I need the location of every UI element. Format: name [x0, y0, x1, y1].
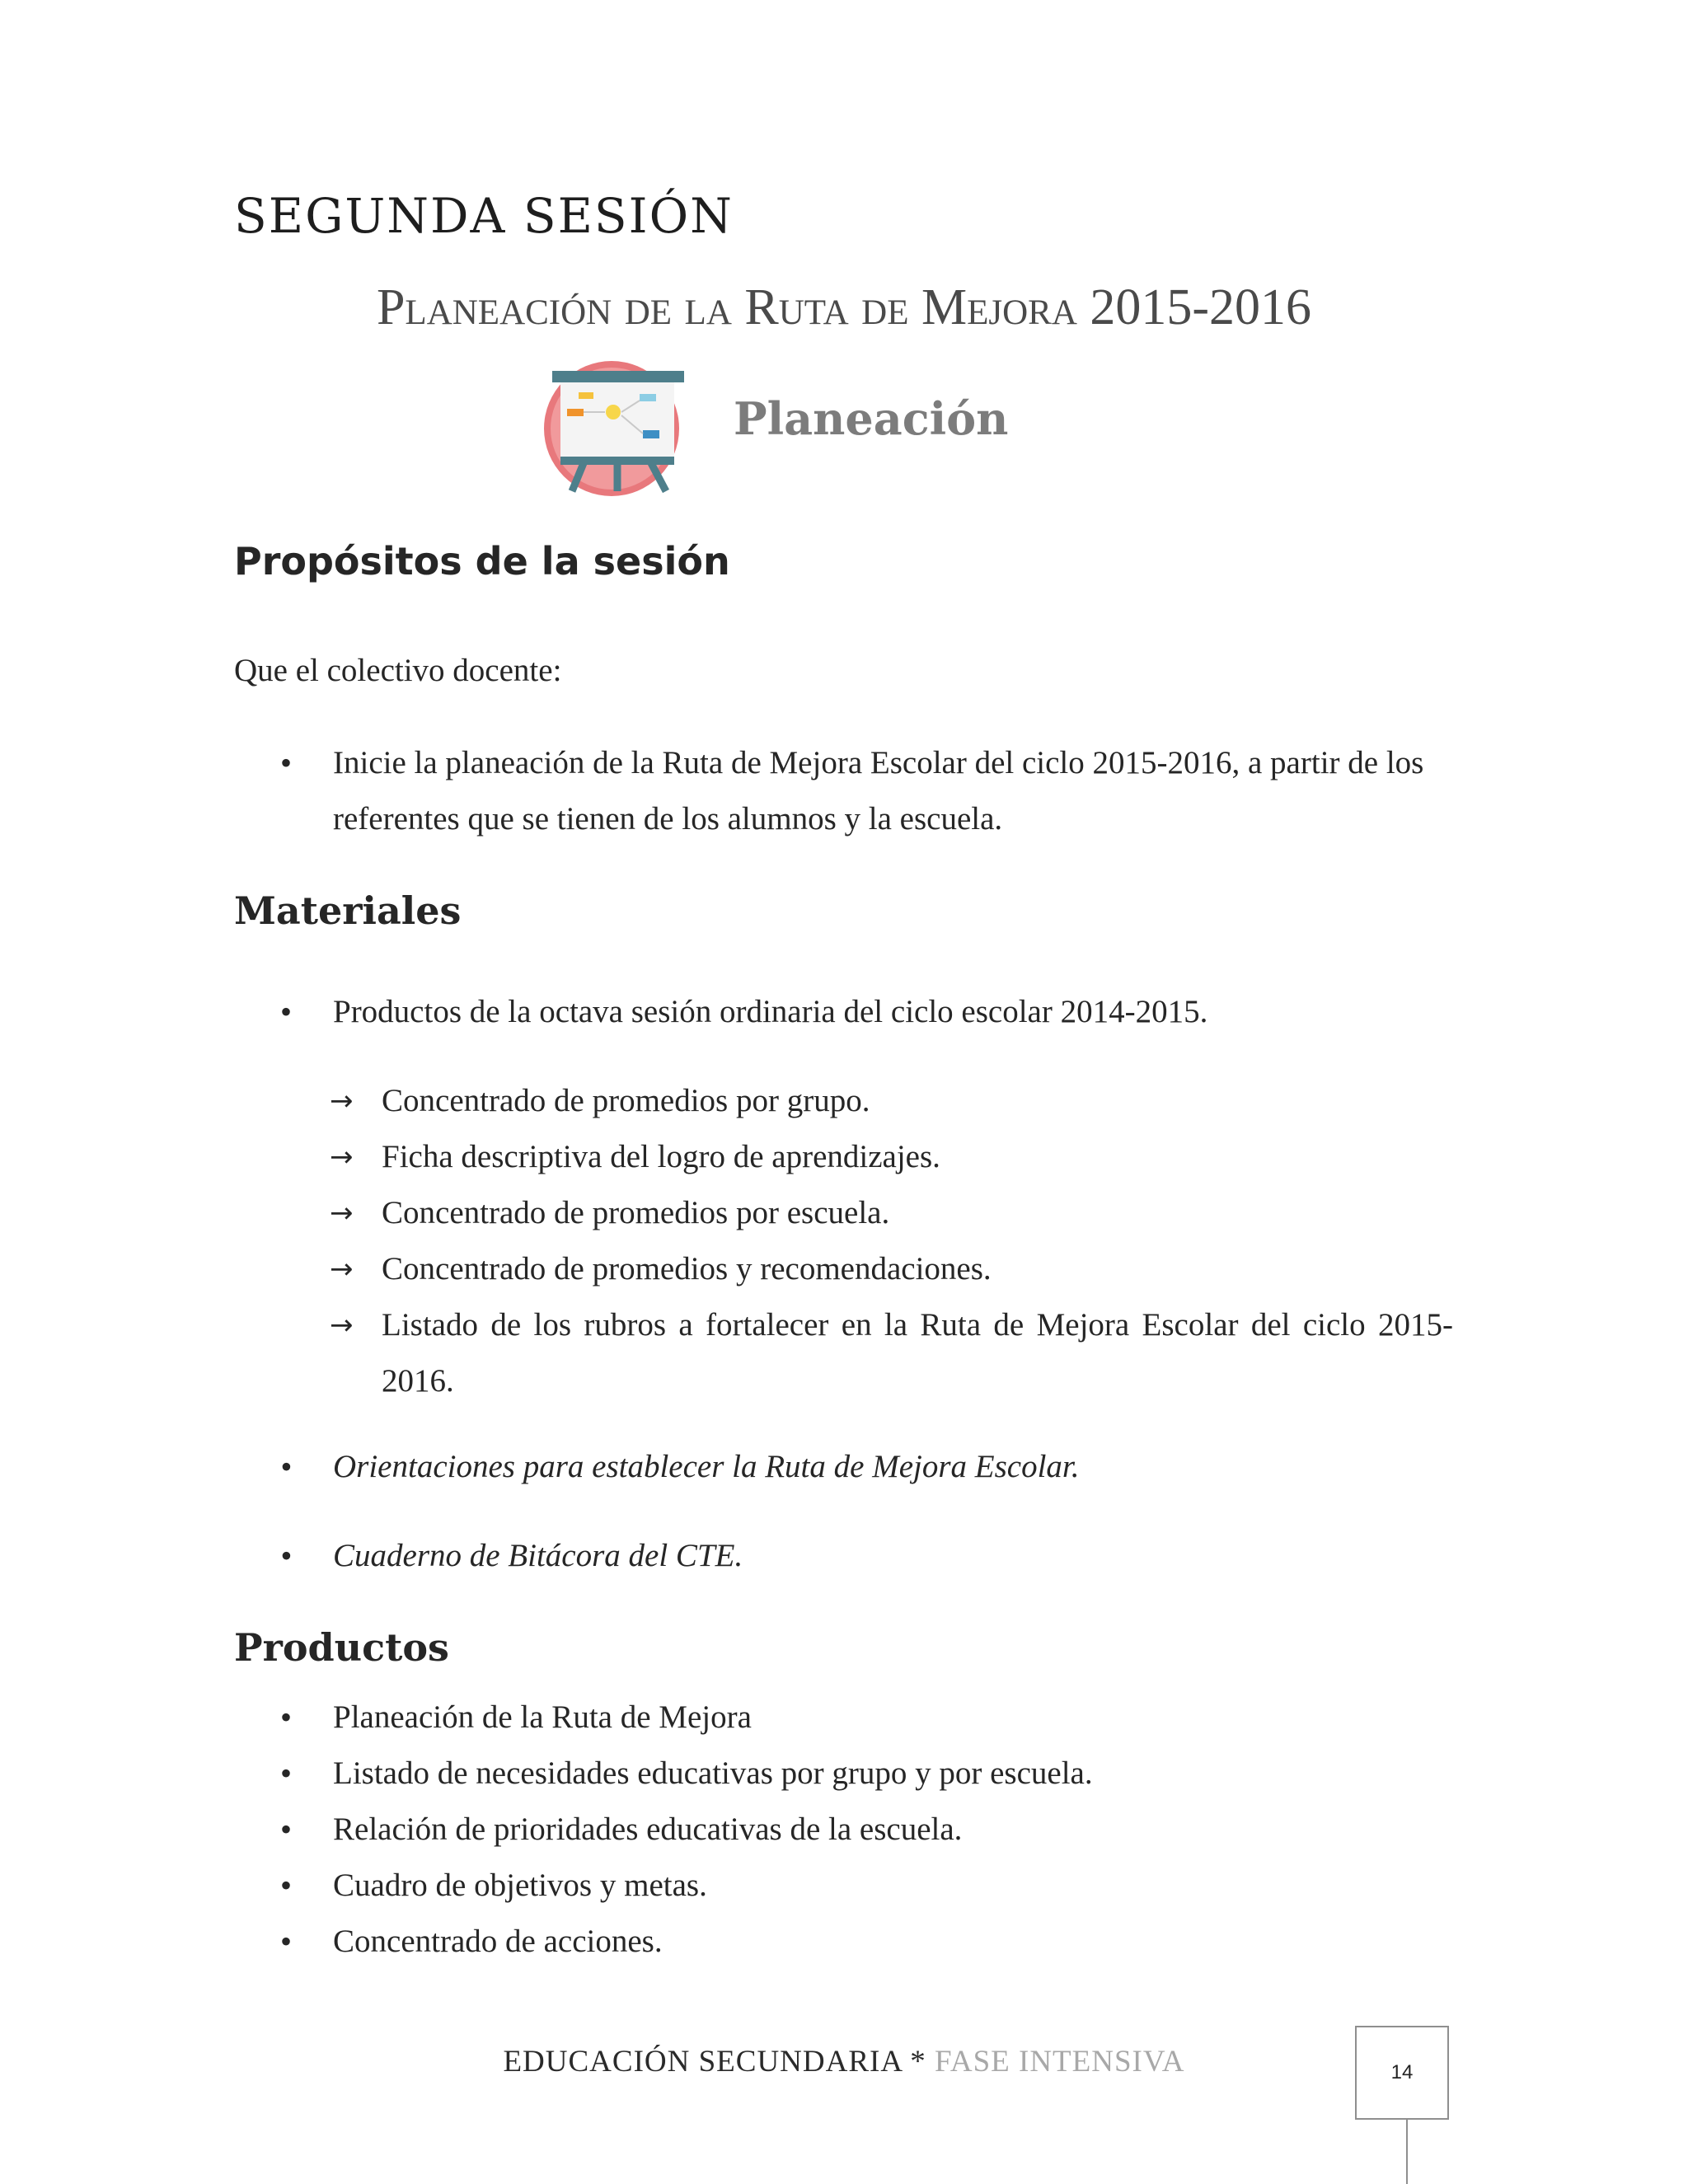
- purposes-heading: Propósitos de la sesión: [234, 539, 730, 583]
- list-item: • Productos de la octava sesión ordinaria del ciclo escolar 2014-2015.: [0, 984, 1454, 1040]
- page-number: 14: [1355, 2026, 1449, 2120]
- materials-list-3: [0, 1528, 1454, 1584]
- purposes-intro: Que el colectivo docente:: [234, 653, 562, 688]
- list-item: → Concentrado de promedios y recomendaciones.: [0, 1241, 1453, 1297]
- materials-list: [0, 984, 1454, 1040]
- presentation-board-icon: [542, 358, 687, 498]
- list-item: • Orientaciones para establecer la Ruta de Mejora Escolar.: [0, 1439, 1454, 1495]
- arrow-icon: →: [330, 1253, 354, 1286]
- materials-list-2: [0, 1439, 1454, 1495]
- page-number-line: [1406, 2120, 1408, 2184]
- list-item: • Concentrado de acciones.: [0, 1914, 1454, 1970]
- products-list: [0, 1690, 1454, 1970]
- list-item: → Concentrado de promedios por escuela.: [0, 1185, 1453, 1241]
- icon-label: Planeación: [734, 392, 1009, 445]
- arrow-icon: →: [330, 1141, 354, 1174]
- list-item: • Inicie la planeación de la Ruta de Mejora Escolar del ciclo 2015-2016, a partir de los referentes que se tienen de los alumnos y la escuela.: [0, 735, 1454, 847]
- list-item: • Cuaderno de Bitácora del CTE.: [0, 1528, 1454, 1584]
- arrow-icon: →: [330, 1309, 354, 1342]
- list-item: → Ficha descriptiva del logro de aprendizajes.: [0, 1129, 1453, 1185]
- purposes-list: [0, 735, 1454, 847]
- products-heading: Productos: [234, 1625, 449, 1670]
- list-item: • Planeación de la Ruta de Mejora: [0, 1690, 1454, 1746]
- list-item: • Listado de necesidades educativas por grupo y por escuela.: [0, 1746, 1454, 1802]
- page-subtitle: Planeación de la Ruta de Mejora 2015-2016: [376, 279, 1312, 335]
- list-item: • Relación de prioridades educativas de la escuela.: [0, 1802, 1454, 1858]
- footer-right: FASE INTENSIVA: [935, 2045, 1185, 2079]
- materials-sublist: [0, 1073, 1453, 1409]
- footer-left: EDUCACIÓN SECUNDARIA: [503, 2045, 903, 2079]
- page-title: SEGUNDA SESIÓN: [234, 188, 734, 244]
- list-item: → Listado de los rubros a fortalecer en la Ruta de Mejora Escolar del ciclo 2015-2016.: [0, 1297, 1453, 1409]
- arrow-icon: →: [330, 1197, 354, 1230]
- footer-separator: *: [910, 2045, 926, 2079]
- list-item: → Concentrado de promedios por grupo.: [0, 1073, 1453, 1129]
- arrow-icon: →: [330, 1085, 354, 1118]
- list-item: • Cuadro de objetivos y metas.: [0, 1858, 1454, 1914]
- materials-heading: Materiales: [234, 888, 462, 933]
